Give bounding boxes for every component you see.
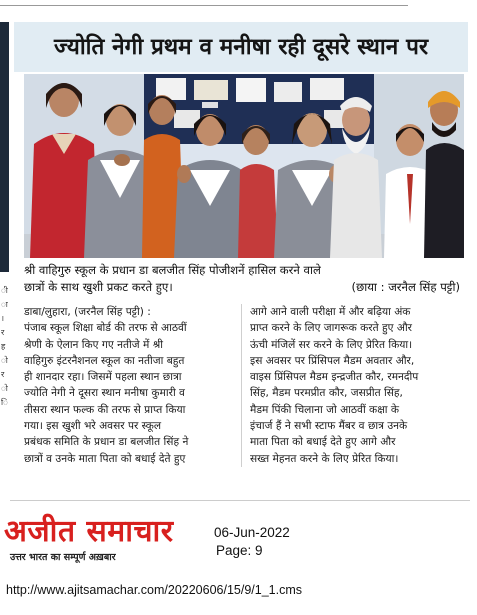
article-text-line: पंजाब स्कूल शिक्षा बोर्ड की तरफ से आठवीं	[24, 322, 187, 335]
adjacent-text-char: ी	[1, 286, 8, 295]
adjacent-photo-edge	[0, 22, 9, 272]
footer-divider	[10, 500, 470, 501]
article-text-line: इंचार्ज हैं ने सभी स्टाफ मैंबर व छात्र उनके	[250, 420, 408, 433]
news-photo	[24, 74, 464, 258]
article-text-line: प्राप्त करने के लिए जागरूक करते हुए और	[250, 322, 413, 335]
adjacent-article-strip	[0, 22, 14, 492]
adjacent-text-char: ो	[1, 356, 8, 365]
article-text-line: आगे आने वाली परीक्षा में और बढ़िया अंक	[250, 306, 411, 318]
article-text-line: ऊंची मंजिलें सर करने के लिए प्रेरित किया।	[250, 338, 413, 351]
article-text-line: मैडम पिंकी चिलाना जो आठवीं कक्षा के	[250, 403, 400, 416]
headline-bar	[14, 22, 468, 72]
article-text-line: वाइस प्रिंसिपल मैडम इन्द्रजीत कौर, रमनदीप	[250, 371, 419, 384]
adjacent-text-char: र	[1, 328, 5, 337]
adjacent-text-char: ।	[1, 314, 5, 323]
article-text-line: सिंह, मैडम परमप्रीत कौर, जसप्रीत सिंह,	[250, 387, 403, 400]
article-text-line: प्रबंधक समिति के प्रधान डा बलजीत सिंह ने	[24, 436, 189, 449]
adjacent-text-char: ो	[1, 384, 8, 393]
article-text-line: डाबा/लुहारा, (जरनैल सिंह पट्टी) :	[24, 306, 151, 318]
adjacent-text-char: ि	[1, 398, 8, 407]
article-column-1	[24, 304, 242, 467]
students-group-photo	[24, 74, 464, 258]
brand-logo-text: अजीत समाचार	[4, 514, 174, 549]
photo-caption	[24, 262, 464, 296]
edition-date: 06-Jun-2022	[214, 525, 290, 540]
newspaper-brand	[4, 514, 204, 563]
adjacent-text-fragments	[1, 284, 11, 410]
edition-meta	[214, 524, 290, 560]
article-text-line: सख्त मेहनत करने के लिए प्रेरित किया।	[250, 452, 399, 465]
article-text-line: वाहिगुरु इंटरनैशनल स्कूल का नतीजा बहुत	[24, 354, 185, 367]
article-text-line: छात्रों व उनके माता पिता को बधाई देते हुए	[24, 452, 186, 465]
adjacent-text-char: ा	[1, 300, 8, 309]
caption-line-2: छात्रों के साथ खुशी प्रकट करते हुए।	[24, 280, 173, 294]
article-text-line: इस अवसर पर प्रिंसिपल मैडम अवतार और,	[250, 354, 415, 367]
article-headline: ज्योति नेगी प्रथम व मनीषा रही दूसरे स्थान पर	[53, 34, 429, 60]
adjacent-text-char: र	[1, 370, 5, 379]
page-number: Page: 9	[216, 543, 263, 558]
article-text-line: माता पिता को बधाई देते हुए आगे और	[250, 436, 396, 449]
article-text-line: श्रेणी के ऐलान किए गए नतीजे में श्री	[24, 338, 163, 351]
article-text-line: तीसरा स्थान फल्क की तरफ से प्राप्त किया	[24, 403, 186, 416]
article-column-2	[250, 304, 466, 467]
top-rule	[0, 0, 408, 6]
article-text-line: ज्योति नेगी ने दूसरा स्थान मनीषा कुमारी व	[24, 387, 185, 400]
caption-line-1: श्री वाहिगुरु स्कूल के प्रधान डा बलजीत सिंह पोजीशनें हासिल करने वाले	[24, 263, 321, 277]
brand-tagline: उत्तर भारत का सम्पूर्ण अख़बार	[10, 552, 116, 563]
article-text-line: ही शानदार रहा। जिसमें पहला स्थान छात्रा	[24, 371, 182, 384]
photo-credit: (छाया : जरनैल सिंह पट्टी)	[351, 280, 460, 294]
adjacent-text-char: ह	[1, 342, 6, 351]
article-text-line: गया। इस खुशी भरे अवसर पर स्कूल	[24, 420, 162, 433]
source-url[interactable]: http://www.ajitsamachar.com/20220606/15/9/1_1.cms	[6, 583, 302, 597]
